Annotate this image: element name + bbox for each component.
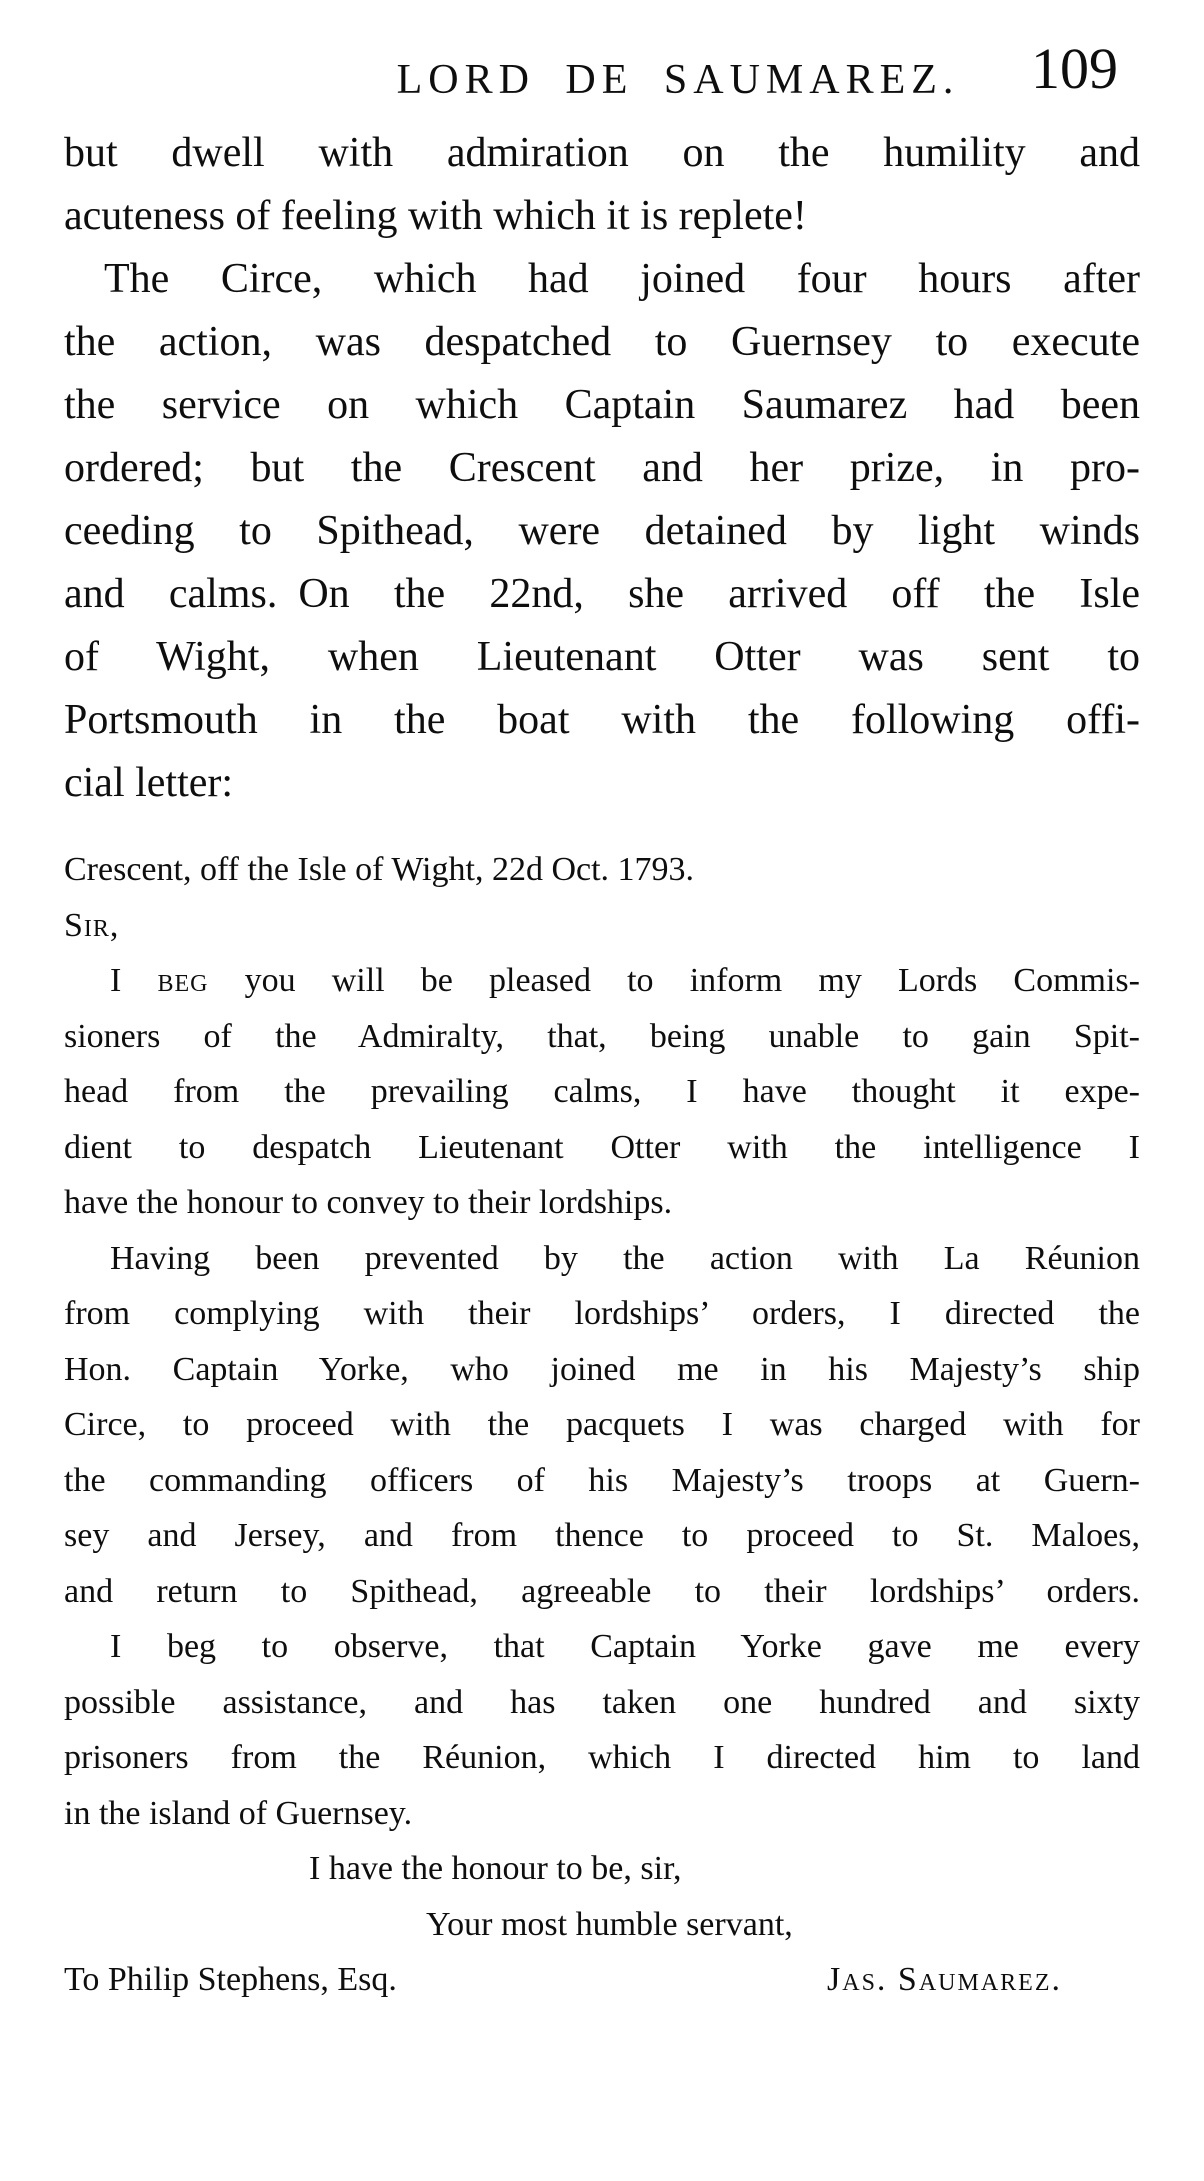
letter-signature-row xyxy=(64,1952,1140,2008)
text-line: Portsmouth in the boat with the following offi- xyxy=(64,697,1140,743)
letter-section xyxy=(64,842,1140,2008)
text-line: Hon. Captain Yorke, who joined me in his Majesty’s ship xyxy=(64,1350,1140,1388)
letter-salutation: Sir, xyxy=(64,906,120,944)
text-line: acuteness of feeling with which it is replete! xyxy=(64,193,807,239)
narrative-section xyxy=(64,122,1140,815)
running-head xyxy=(64,56,1140,116)
text-line xyxy=(64,953,1140,1009)
text-line: Having been prevented by the action with La Réunion xyxy=(110,1239,1140,1277)
text-line: in the island of Guernsey. xyxy=(64,1794,413,1832)
text-line: head from the prevailing calms, I have thought it expe- xyxy=(64,1073,1140,1110)
text-line: ordered; but the Crescent and her prize, in pro- xyxy=(64,445,1140,491)
letter-paragraph xyxy=(64,953,1140,1231)
letter-closing-line: Your most humble servant, xyxy=(426,1905,793,1943)
letter-closing-line: I have the honour to be, sir, xyxy=(309,1850,682,1887)
letter-addressee: To Philip Stephens, Esq. xyxy=(64,1961,397,1998)
text-line: and return to Spithead, agreeable to their lordships’ orders. xyxy=(64,1572,1140,1610)
text-line: but dwell with admiration on the humility and xyxy=(64,130,1140,176)
letter-dateline: Crescent, off the Isle of Wight, 22d Oct. 1793. xyxy=(64,851,695,888)
letter-paragraph xyxy=(64,1619,1140,1841)
text-line: have the honour to convey to their lordships. xyxy=(64,1184,673,1221)
text-line: the commanding officers of his Majesty’s troops at Guern- xyxy=(64,1461,1140,1499)
text-line: dient to despatch Lieutenant Otter with the intelligence I xyxy=(64,1128,1140,1166)
text-line: of Wight, when Lieutenant Otter was sent to xyxy=(64,634,1140,680)
text-line: ceeding to Spithead, were detained by light winds xyxy=(64,508,1140,554)
page-number: 109 xyxy=(1031,36,1118,101)
text-line: and calms. On the 22nd, she arrived off the Isle xyxy=(64,571,1140,617)
text-line: possible assistance, and has taken one hundred and sixty xyxy=(64,1683,1140,1721)
narrative-paragraph xyxy=(64,122,1140,248)
text-line: from complying with their lordships’ orders, I directed the xyxy=(64,1295,1140,1332)
text-line: cial letter: xyxy=(64,760,234,806)
text-line: Circe, to proceed with the pacquets I was charged with for xyxy=(64,1406,1140,1443)
text-line: The Circe, which had joined four hours after xyxy=(104,256,1140,302)
smallcaps-word: beg xyxy=(157,962,209,999)
letter-paragraph xyxy=(64,1231,1140,1620)
text-line: sioners of the Admiralty, that, being unable to gain Spit- xyxy=(64,1017,1140,1055)
text-line: prisoners from the Réunion, which I directed him to land xyxy=(64,1739,1140,1776)
page-title: LORD DE SAUMAREZ. xyxy=(396,57,960,103)
narrative-paragraph xyxy=(64,248,1140,815)
letter-lead-rest: you will be pleased to inform my Lords Commis- xyxy=(208,962,1140,999)
text-line: sey and Jersey, and from thence to proceed to St. Maloes, xyxy=(64,1517,1140,1554)
letter-lead: I xyxy=(110,962,158,999)
text-line: the action, was despatched to Guernsey to execute xyxy=(64,319,1140,365)
letter-signature: Jas. Saumarez. xyxy=(827,1961,1062,1998)
text-line: I beg to observe, that Captain Yorke gave me every xyxy=(110,1628,1140,1665)
text-line: the service on which Captain Saumarez had been xyxy=(64,382,1140,428)
